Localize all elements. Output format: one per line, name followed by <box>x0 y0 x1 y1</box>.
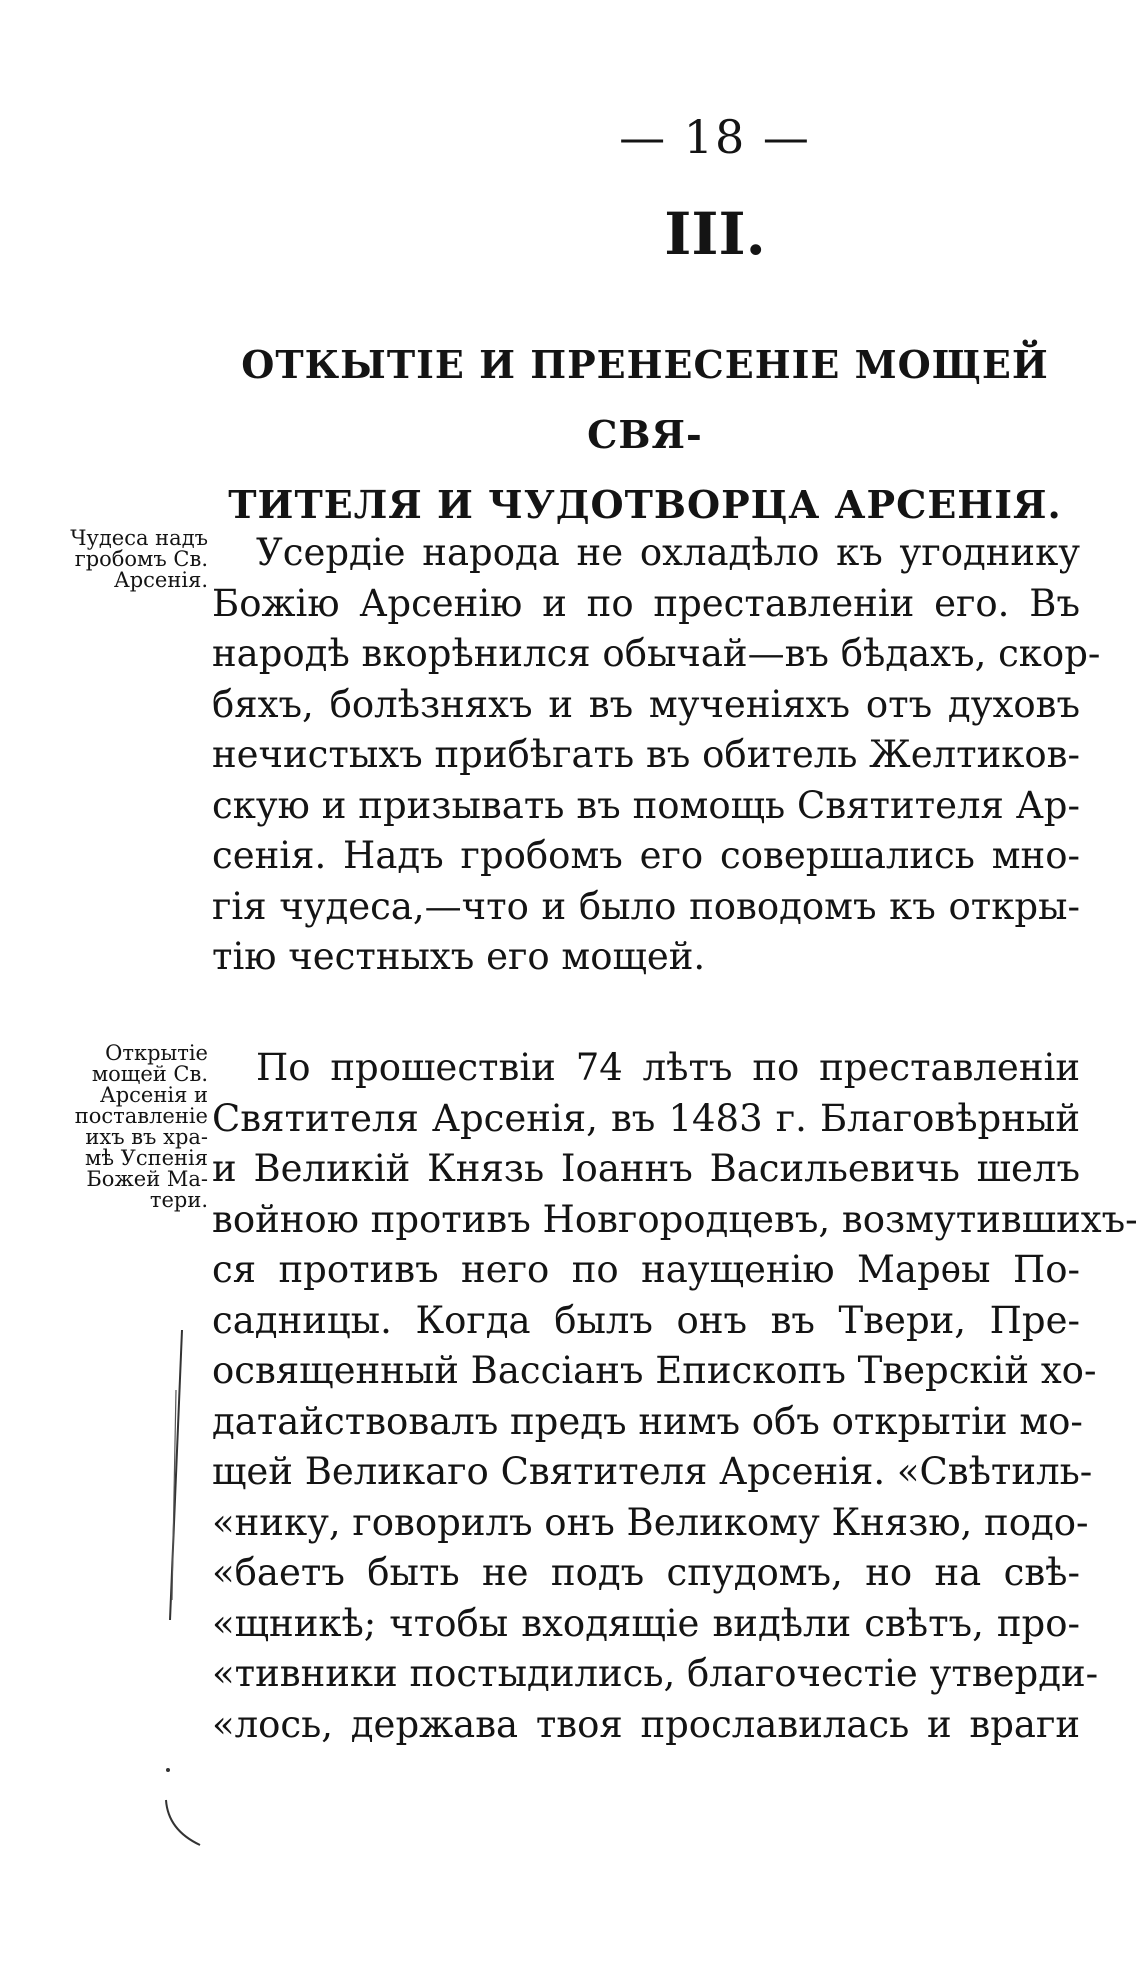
marginal-note-line: поставленіе <box>74 1104 208 1128</box>
text-line: «щникѣ; чтобы входящіе видѣли свѣтъ, про- <box>212 1601 1080 1645</box>
text-line: Усердіе народа не охладѣло къ угоднику <box>256 531 1080 574</box>
text-line: По прошествіи 74 лѣтъ по преставленіи <box>256 1046 1080 1089</box>
text-line: ся противъ него по наущенію Марѳы По- <box>212 1248 1080 1291</box>
text-line: народѣ вкорѣнился обычай—въ бѣдахъ, скор- <box>212 632 1101 675</box>
marginal-note-line: Чудеса надъ <box>70 526 208 550</box>
chapter-title <box>210 330 1080 540</box>
text-line: нечистыхъ прибѣгать въ обитель Желтиков- <box>212 733 1080 776</box>
text-line: «лось, держава твоя прославилась и враги <box>212 1702 1080 1746</box>
chapter-number: III. <box>664 200 766 268</box>
text-line: и Великій Князь Іоаннъ Васильевичь шелъ <box>212 1147 1080 1190</box>
text-line: сенія. Надъ гробомъ его совершались мно- <box>212 834 1080 877</box>
chapter-title-line: ТИТЕЛЯ И ЧУДОТВОРЦА АРСЕНІЯ. <box>228 482 1062 527</box>
page-number: — 18 — <box>619 110 811 164</box>
pencil-mark-decoration <box>160 1300 220 1860</box>
marginal-note-line: Божей Ма- <box>86 1167 208 1191</box>
text-line: садницы. Когда былъ онъ въ Твери, Пре- <box>212 1298 1080 1342</box>
chapter-title-line: ОТКЫТІЕ И ПРЕНЕСЕНІЕ МОЩЕЙ СВЯ- <box>241 342 1049 457</box>
marginal-note-line: тери. <box>149 1188 208 1212</box>
text-line: щей Великаго Святителя Арсенія. «Свѣтиль- <box>212 1450 1093 1493</box>
text-line: войною противъ Новгородцевъ, возмутившихъ- <box>212 1197 1138 1241</box>
text-line: тію честныхъ его мощей. <box>212 935 706 978</box>
paragraph <box>212 1043 1138 1750</box>
text-line: «баетъ быть не подъ спудомъ, но на свѣ- <box>212 1551 1080 1594</box>
text-line: бяхъ, болѣзняхъ и въ мученіяхъ отъ духовъ <box>212 682 1080 726</box>
text-line: Святителя Арсенія, въ 1483 г. Благовѣрный <box>212 1096 1080 1140</box>
text-line: Божію Арсенію и по преставленіи его. Въ <box>212 581 1080 625</box>
marginal-note-line: Арсенія и <box>99 1083 208 1107</box>
marginal-note-line: мѣ Успенія <box>85 1146 208 1170</box>
text-line: датайствовалъ предъ нимъ объ открытіи мо- <box>212 1399 1083 1443</box>
text-line: «тивники постыдились, благочестіе утверди- <box>212 1652 1099 1695</box>
marginal-note-line: мощей Св. <box>91 1062 208 1086</box>
marginal-note-line: Открытіе <box>105 1041 208 1065</box>
text-line: скую и призывать въ помощь Святителя Ар- <box>212 783 1080 827</box>
marginal-note <box>40 1043 208 1211</box>
marginal-note-line: ихъ въ хра- <box>85 1125 208 1149</box>
text-line: гія чудеса,—что и было поводомъ къ откры- <box>212 884 1080 928</box>
marginal-note-line: гробомъ Св. <box>74 547 208 571</box>
paragraph <box>212 528 1101 983</box>
marginal-note <box>40 528 208 591</box>
marginal-note-line: Арсенія. <box>113 568 208 592</box>
text-line: «нику, говорилъ онъ Великому Князю, подо- <box>212 1500 1089 1544</box>
text-line: освященный Вассіанъ Епископъ Тверскій хо- <box>212 1349 1097 1392</box>
